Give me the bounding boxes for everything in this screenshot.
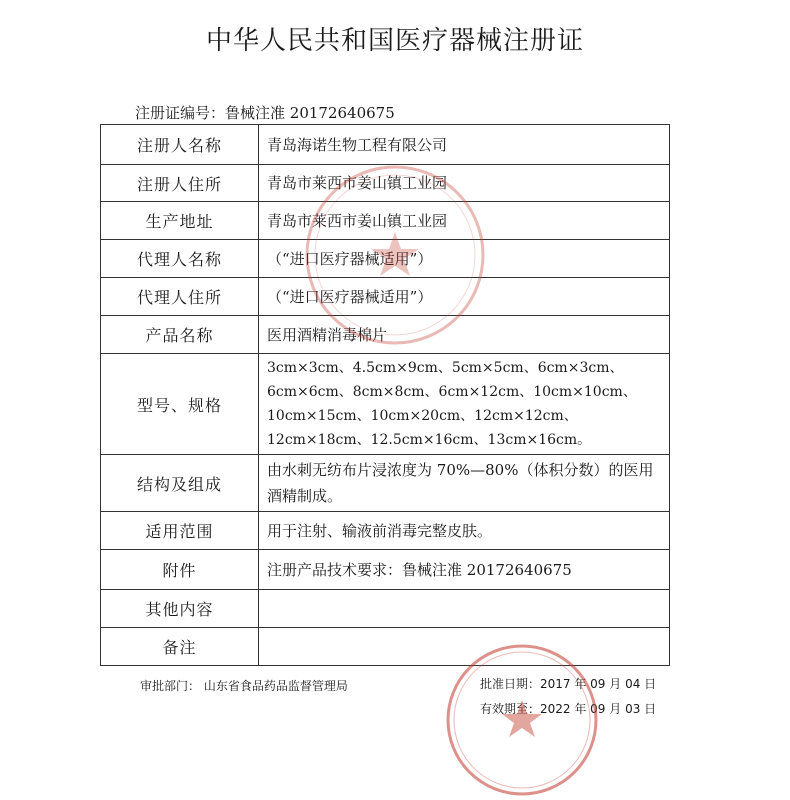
registration-number	[135, 102, 395, 123]
table-row	[101, 550, 670, 590]
row-value: 医用酒精消毒棉片	[259, 316, 670, 354]
row-label: 适用范围	[101, 512, 259, 550]
row-label: 附件	[101, 550, 259, 590]
row-value: 注册产品技术要求：鲁械注准 20172640675	[259, 550, 670, 590]
table-row	[101, 165, 670, 202]
row-label: 结构及组成	[101, 455, 259, 512]
table-row	[101, 455, 670, 512]
row-value: 青岛海诺生物工程有限公司	[259, 125, 670, 165]
row-label: 其他内容	[101, 590, 259, 628]
row-label: 代理人名称	[101, 240, 259, 278]
row-value: 3cm×3cm、4.5cm×9cm、5cm×5cm、6cm×3cm、6cm×6cm、8cm×8cm、6cm×12cm、10cm×10cm、10cm×15cm、10cm×20cm、12cm×12cm、12cm×18cm、12.5cm×16cm、13cm×16cm。	[259, 354, 670, 455]
approval-dates	[480, 672, 656, 722]
row-value: （“进口医疗器械适用”）	[259, 240, 670, 278]
registration-number-value: 鲁械注准 20172640675	[225, 104, 395, 122]
row-label: 产品名称	[101, 316, 259, 354]
registration-number-label: 注册证编号：	[135, 104, 226, 122]
certificate-table	[100, 124, 670, 666]
table-row	[101, 590, 670, 628]
row-label: 注册人住所	[101, 165, 259, 202]
row-value: 由水刺无纺布片浸浓度为 70%—80%（体积分数）的医用酒精制成。	[259, 455, 670, 512]
table-row	[101, 202, 670, 240]
row-label: 型号、规格	[101, 354, 259, 455]
table-row	[101, 278, 670, 316]
row-label: 备注	[101, 628, 259, 666]
table-row	[101, 316, 670, 354]
table-row	[101, 125, 670, 165]
row-value: （“进口医疗器械适用”）	[259, 278, 670, 316]
table-row	[101, 628, 670, 666]
table-row	[101, 240, 670, 278]
document-title: 中华人民共和国医疗器械注册证	[205, 26, 584, 56]
row-value: 青岛市莱西市姜山镇工业园	[259, 165, 670, 202]
table-row	[101, 354, 670, 455]
row-value	[259, 628, 670, 666]
valid-until-date: 有效期至：2022 年 09 月 03 日	[480, 702, 657, 716]
table-row	[101, 512, 670, 550]
row-label: 注册人名称	[101, 125, 259, 165]
approval-department: 审批部门： 山东省食品药品监督管理局	[140, 679, 348, 693]
row-value	[259, 590, 670, 628]
row-value: 青岛市莱西市姜山镇工业园	[259, 202, 670, 240]
row-value: 用于注射、输液前消毒完整皮肤。	[259, 512, 670, 550]
row-label: 代理人住所	[101, 278, 259, 316]
row-label: 生产地址	[101, 202, 259, 240]
approval-date: 批准日期：2017 年 09 月 04 日	[480, 677, 657, 691]
